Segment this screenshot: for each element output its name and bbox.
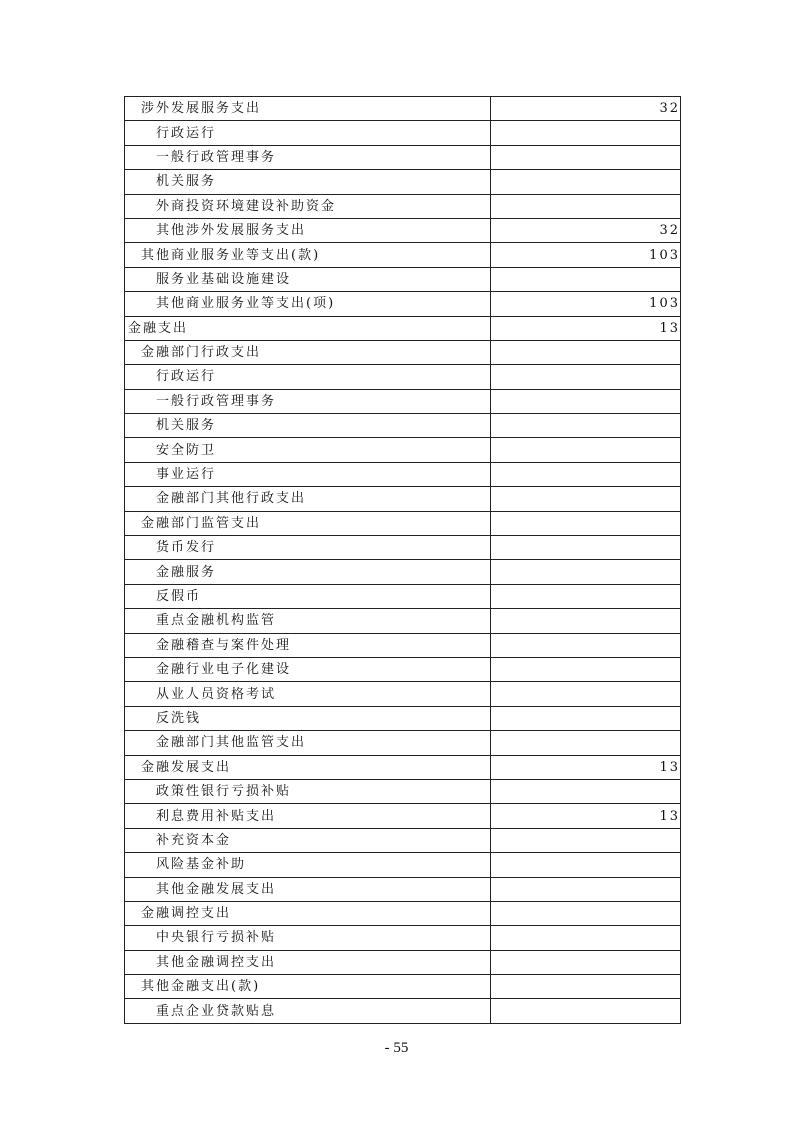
table-row [125,560,681,584]
row-amount: 103 [491,292,681,316]
row-amount [491,779,681,803]
table-row [125,414,681,438]
table-row [125,121,681,145]
table-row [125,194,681,218]
row-amount [491,365,681,389]
row-amount: 103 [491,243,681,267]
row-amount [491,682,681,706]
table-row [125,901,681,925]
row-amount [491,536,681,560]
row-amount [491,340,681,364]
table-row [125,487,681,511]
row-amount [491,389,681,413]
row-item-name: 重点金融机构监管 [125,609,491,633]
row-amount [491,706,681,730]
row-item-name: 机关服务 [125,170,491,194]
row-amount [491,462,681,486]
table-row [125,340,681,364]
row-item-name: 政策性银行亏损补贴 [125,779,491,803]
row-amount [491,877,681,901]
row-amount [491,999,681,1023]
row-item-name: 从业人员资格考试 [125,682,491,706]
row-amount: 13 [491,755,681,779]
row-item-name: 金融发展支出 [125,755,491,779]
table-row [125,731,681,755]
row-amount [491,633,681,657]
table-row [125,316,681,340]
row-amount [491,828,681,852]
table-row [125,853,681,877]
budget-table [124,96,681,1024]
table-row [125,755,681,779]
page-number: - 55 [384,1040,409,1056]
row-item-name: 金融部门监管支出 [125,511,491,535]
row-item-name: 其他金融调控支出 [125,950,491,974]
table-row [125,779,681,803]
row-item-name: 其他金融支出(款) [125,975,491,999]
table-row [125,584,681,608]
row-amount [491,560,681,584]
row-item-name: 一般行政管理事务 [125,145,491,169]
row-item-name: 服务业基础设施建设 [125,267,491,291]
row-amount [491,901,681,925]
row-item-name: 涉外发展服务支出 [125,97,491,121]
table-row [125,975,681,999]
row-item-name: 反假币 [125,584,491,608]
row-item-name: 行政运行 [125,121,491,145]
table-row [125,511,681,535]
row-amount [491,121,681,145]
table-row [125,877,681,901]
row-amount [491,975,681,999]
table-row [125,462,681,486]
row-amount [491,414,681,438]
row-amount [491,950,681,974]
row-amount: 32 [491,218,681,242]
row-amount: 13 [491,316,681,340]
row-item-name: 金融支出 [125,316,491,340]
row-item-name: 其他涉外发展服务支出 [125,218,491,242]
table-row [125,97,681,121]
budget-table-body [125,97,681,1024]
row-item-name: 利息费用补贴支出 [125,804,491,828]
row-amount [491,657,681,681]
table-row [125,682,681,706]
row-amount [491,170,681,194]
row-item-name: 货币发行 [125,536,491,560]
row-item-name: 机关服务 [125,414,491,438]
row-amount: 32 [491,97,681,121]
table-row [125,926,681,950]
row-item-name: 金融服务 [125,560,491,584]
row-amount [491,731,681,755]
row-amount [491,584,681,608]
row-amount [491,511,681,535]
row-item-name: 反洗钱 [125,706,491,730]
row-item-name: 一般行政管理事务 [125,389,491,413]
row-item-name: 外商投资环境建设补助资金 [125,194,491,218]
row-item-name: 事业运行 [125,462,491,486]
table-row [125,706,681,730]
table-row [125,633,681,657]
table-row [125,267,681,291]
table-row [125,609,681,633]
table-row [125,365,681,389]
row-amount [491,267,681,291]
table-row [125,170,681,194]
row-item-name: 金融行业电子化建设 [125,657,491,681]
table-row [125,218,681,242]
table-row [125,999,681,1023]
row-item-name: 金融稽查与案件处理 [125,633,491,657]
table-row [125,292,681,316]
table-row [125,804,681,828]
row-item-name: 金融部门行政支出 [125,340,491,364]
row-item-name: 重点企业贷款贴息 [125,999,491,1023]
row-item-name: 补充资本金 [125,828,491,852]
table-row [125,657,681,681]
table-row [125,389,681,413]
row-amount [491,145,681,169]
row-amount [491,926,681,950]
row-item-name: 金融部门其他行政支出 [125,487,491,511]
table-row [125,243,681,267]
row-item-name: 风险基金补助 [125,853,491,877]
row-item-name: 行政运行 [125,365,491,389]
row-item-name: 安全防卫 [125,438,491,462]
row-item-name: 金融部门其他监管支出 [125,731,491,755]
table-row [125,828,681,852]
row-amount [491,194,681,218]
table-row [125,536,681,560]
table-row [125,950,681,974]
row-item-name: 中央银行亏损补贴 [125,926,491,950]
row-item-name: 金融调控支出 [125,901,491,925]
row-amount [491,609,681,633]
row-amount [491,487,681,511]
table-row [125,438,681,462]
row-amount [491,853,681,877]
row-item-name: 其他商业服务业等支出(款) [125,243,491,267]
row-amount: 13 [491,804,681,828]
table-row [125,145,681,169]
row-amount [491,438,681,462]
row-item-name: 其他商业服务业等支出(项) [125,292,491,316]
row-item-name: 其他金融发展支出 [125,877,491,901]
